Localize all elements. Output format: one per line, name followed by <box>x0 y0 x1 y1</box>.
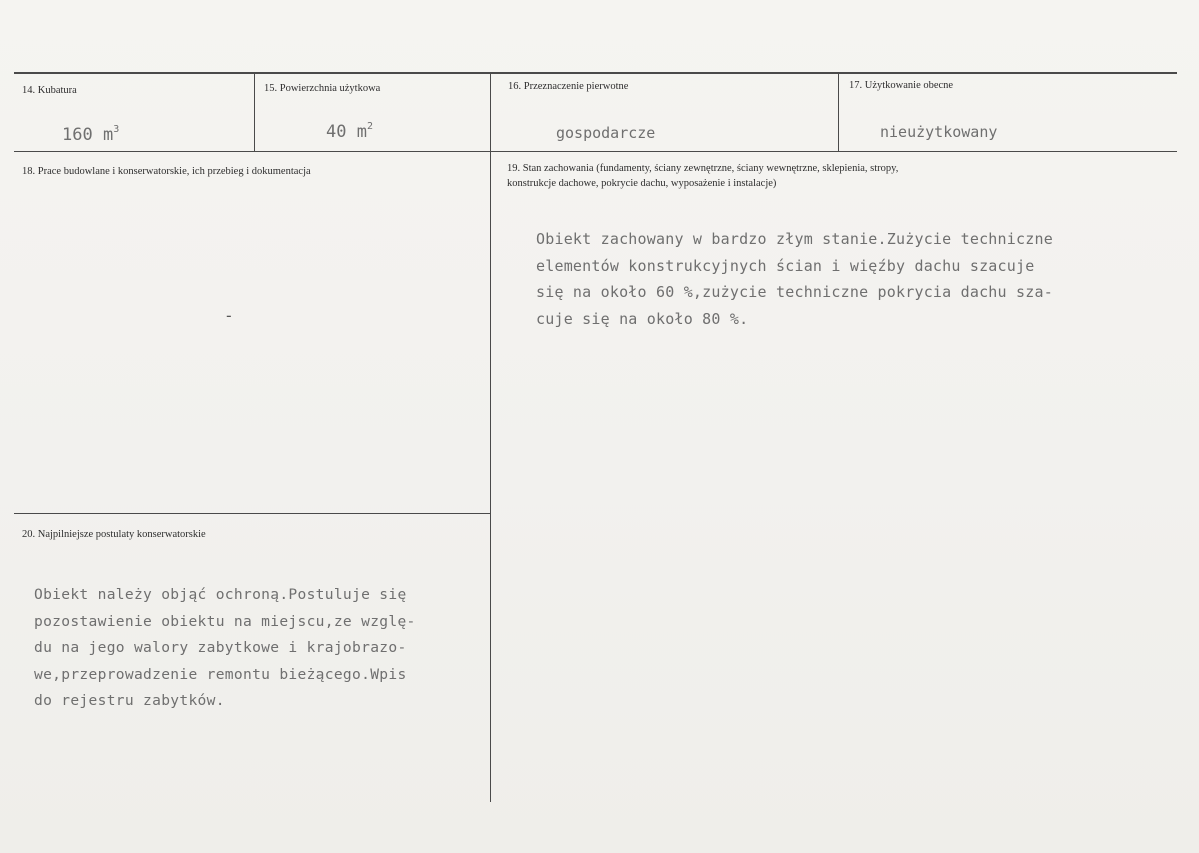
field-18-label: 18. Prace budowlane i konserwatorskie, ich przebieg i dokumentacja <box>22 166 311 177</box>
area-value: 40 m <box>326 122 367 142</box>
top-rule <box>14 72 1177 74</box>
field-14-label: 14. Kubatura <box>22 85 77 96</box>
field-19-label-line2: konstrukcje dachowe, pokrycie dachu, wyposażenie i instalacje) <box>507 178 777 189</box>
section20-top-rule <box>14 513 490 514</box>
field-20-text: Obiekt należy objąć ochroną.Postuluje się pozostawienie obiektu na miejscu,ze wzglę- du na jego walory zabytkowe i krajobrazo- we,przeprowadzenie remontu bieżącego.Wpis do rejestru zabytków. <box>34 586 416 709</box>
field-19-text: Obiekt zachowany w bardzo złym stanie.Zużycie techniczne elementów konstrukcyjnych ścian i więźby dachu szacuje się na około 60 %,zużycie techniczne pokrycia dachu sza- cuje się na około 80 %. <box>536 230 1053 328</box>
field-20-label: 20. Najpilniejsze postulaty konserwatorskie <box>22 529 206 540</box>
area-unit-exponent: 2 <box>366 121 373 132</box>
field-15-label: 15. Powierzchnia użytkowa <box>264 83 381 94</box>
field-17-value: nieużytkowany <box>880 123 998 141</box>
kubatura-unit-exponent: 3 <box>113 124 120 135</box>
kubatura-value: 160 m <box>62 125 114 145</box>
divider-16-17 <box>838 73 839 152</box>
divider-14-15 <box>254 73 255 152</box>
field-19-label-line1: 19. Stan zachowania (fundamenty, ściany zewnętrzne, ściany wewnętrzne, sklepienia, stropy, <box>507 163 899 174</box>
field-14-value <box>62 125 119 145</box>
divider-15-16 <box>490 73 491 802</box>
field-17-label: 17. Użytkowanie obecne <box>849 80 954 91</box>
field-15-value <box>326 122 373 142</box>
row1-bottom-rule <box>14 151 1177 152</box>
field-16-label: 16. Przeznaczenie pierwotne <box>508 81 629 92</box>
field-16-value: gospodarcze <box>556 124 656 142</box>
field-18-value: - <box>224 306 234 325</box>
